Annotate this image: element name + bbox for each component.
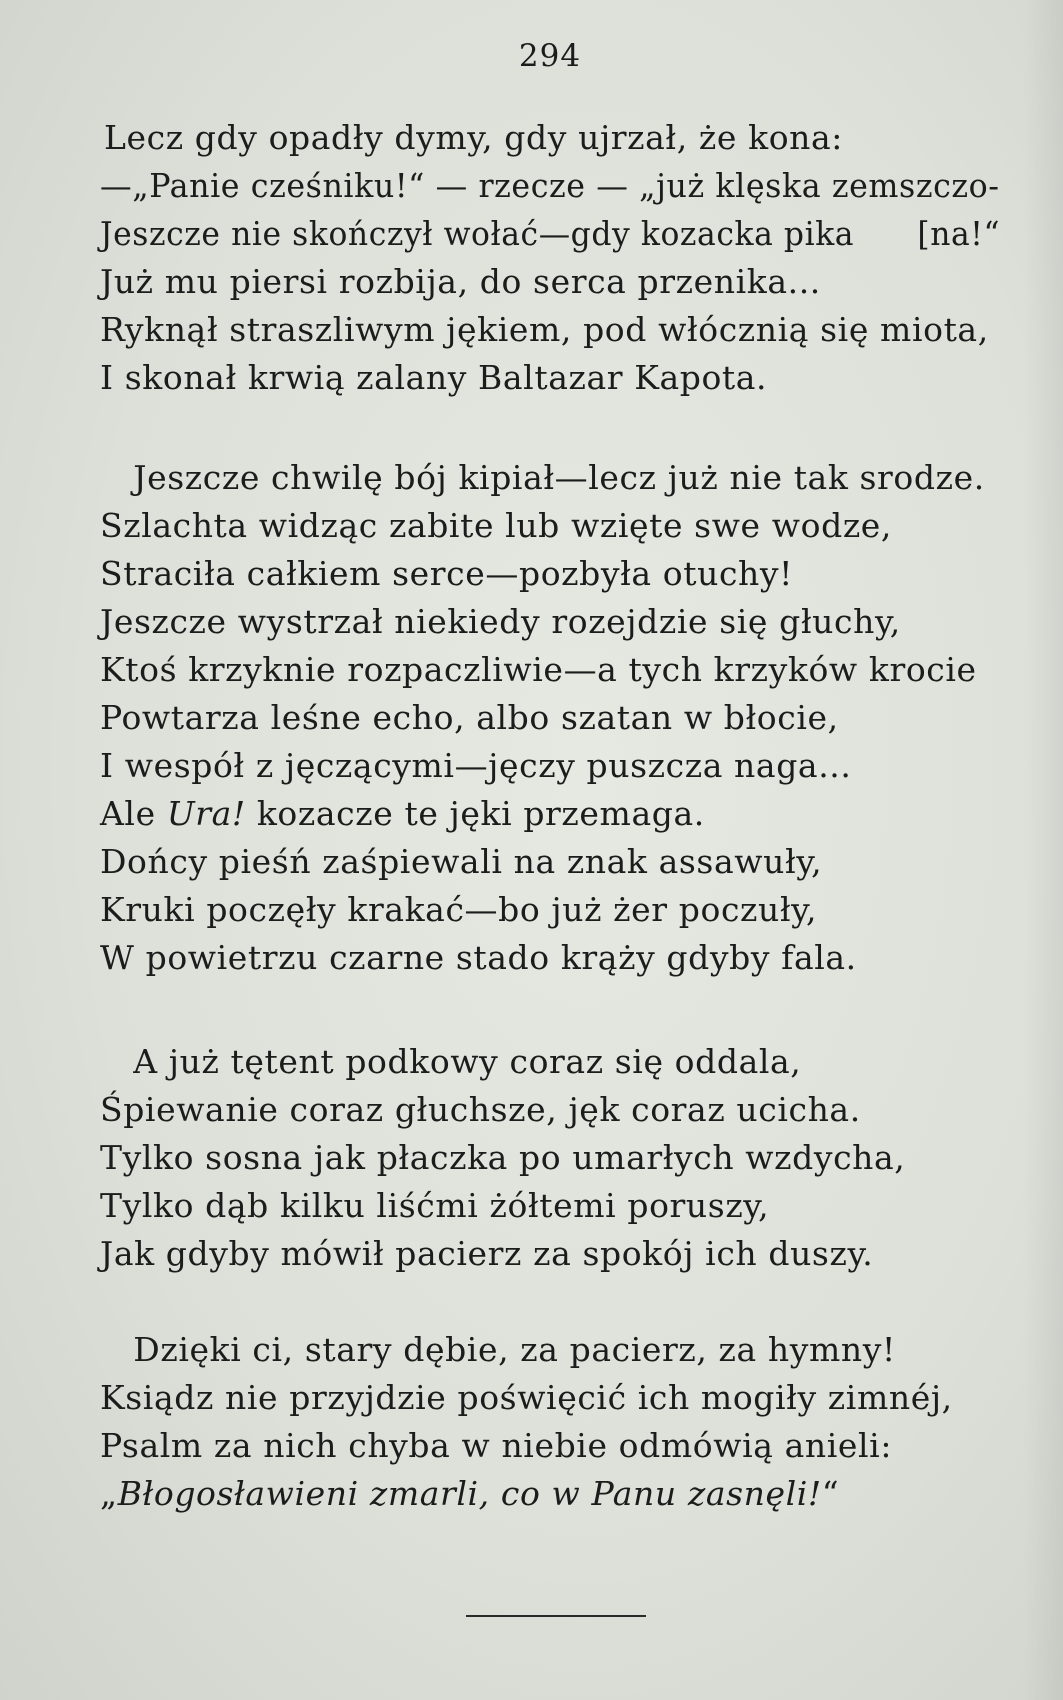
verse-line	[100, 1474, 839, 1514]
verse-line: Śpiewanie coraz głuchsze, jęk coraz ucicha.	[100, 1090, 861, 1129]
page-edge-shadow	[1023, 0, 1063, 1700]
verse-text: kozacze te jęki przemaga.	[245, 794, 705, 833]
verse-line: Dońcy pieśń zaśpiewali na znak assawuły,	[100, 842, 823, 881]
verse-line: A już tętent podkowy coraz się oddala,	[100, 1042, 802, 1081]
verse-italic-text: Błogosławieni zmarli, co w Panu zasnęli!	[117, 1474, 822, 1513]
verse-text: Ale	[100, 794, 167, 833]
verse-line: I wespół z jęczącymi—jęczy puszcza naga...	[100, 746, 852, 785]
verse-line: Jeszcze nie skończył wołać—gdy kozacka pika [na!“	[100, 214, 1001, 253]
verse-line: Ryknął straszliwym jękiem, pod włócznią się miota,	[100, 310, 989, 349]
verse-line: W powietrzu czarne stado krąży gdyby fala.	[100, 938, 857, 977]
verse-text: “	[821, 1474, 840, 1513]
verse-italic-text: Ura!	[166, 794, 246, 833]
verse-line: Ktoś krzyknie rozpaczliwie—a tych krzyków krocie	[100, 650, 977, 689]
verse-line: Jeszcze chwilę bój kipiał—lecz już nie tak srodze.	[100, 458, 985, 497]
verse-line: Powtarza leśne echo, albo szatan w błocie,	[100, 698, 839, 737]
verse-line: Tylko sosna jak płaczka po umarłych wzdycha,	[100, 1138, 906, 1177]
end-rule	[466, 1615, 646, 1617]
verse-line: Lecz gdy opadły dymy, gdy ujrzał, że kona:	[104, 118, 844, 157]
verse-line: Jeszcze wystrzał niekiedy rozejdzie się głuchy,	[100, 602, 901, 641]
verse-text: „	[100, 1474, 118, 1513]
verse-line	[100, 794, 705, 834]
verse-line: Dzięki ci, stary dębie, za pacierz, za hymny!	[100, 1330, 896, 1369]
verse-line: Psalm za nich chyba w niebie odmówią anieli:	[100, 1426, 893, 1465]
verse-line: Już mu piersi rozbija, do serca przenika...	[100, 262, 821, 301]
verse-line: Szlachta widząc zabite lub wzięte swe wodze,	[100, 506, 893, 545]
verse-line: Straciła całkiem serce—pozbyła otuchy!	[100, 554, 794, 593]
verse-line: Jak gdyby mówił pacierz za spokój ich duszy.	[100, 1234, 874, 1273]
verse-line: Kruki poczęły krakać—bo już żer poczuły,	[100, 890, 818, 929]
verse-line: Ksiądz nie przyjdzie poświęcić ich mogiły zimnéj,	[100, 1378, 953, 1417]
verse-line: I skonał krwią zalany Baltazar Kapota.	[100, 358, 768, 397]
verse-line: —„Panie cześniku!“ — rzecze — „już klęska zemszczo-	[100, 166, 1000, 205]
page-number: 294	[518, 38, 582, 74]
verse-line: Tylko dąb kilku liśćmi żółtemi poruszy,	[100, 1186, 770, 1225]
